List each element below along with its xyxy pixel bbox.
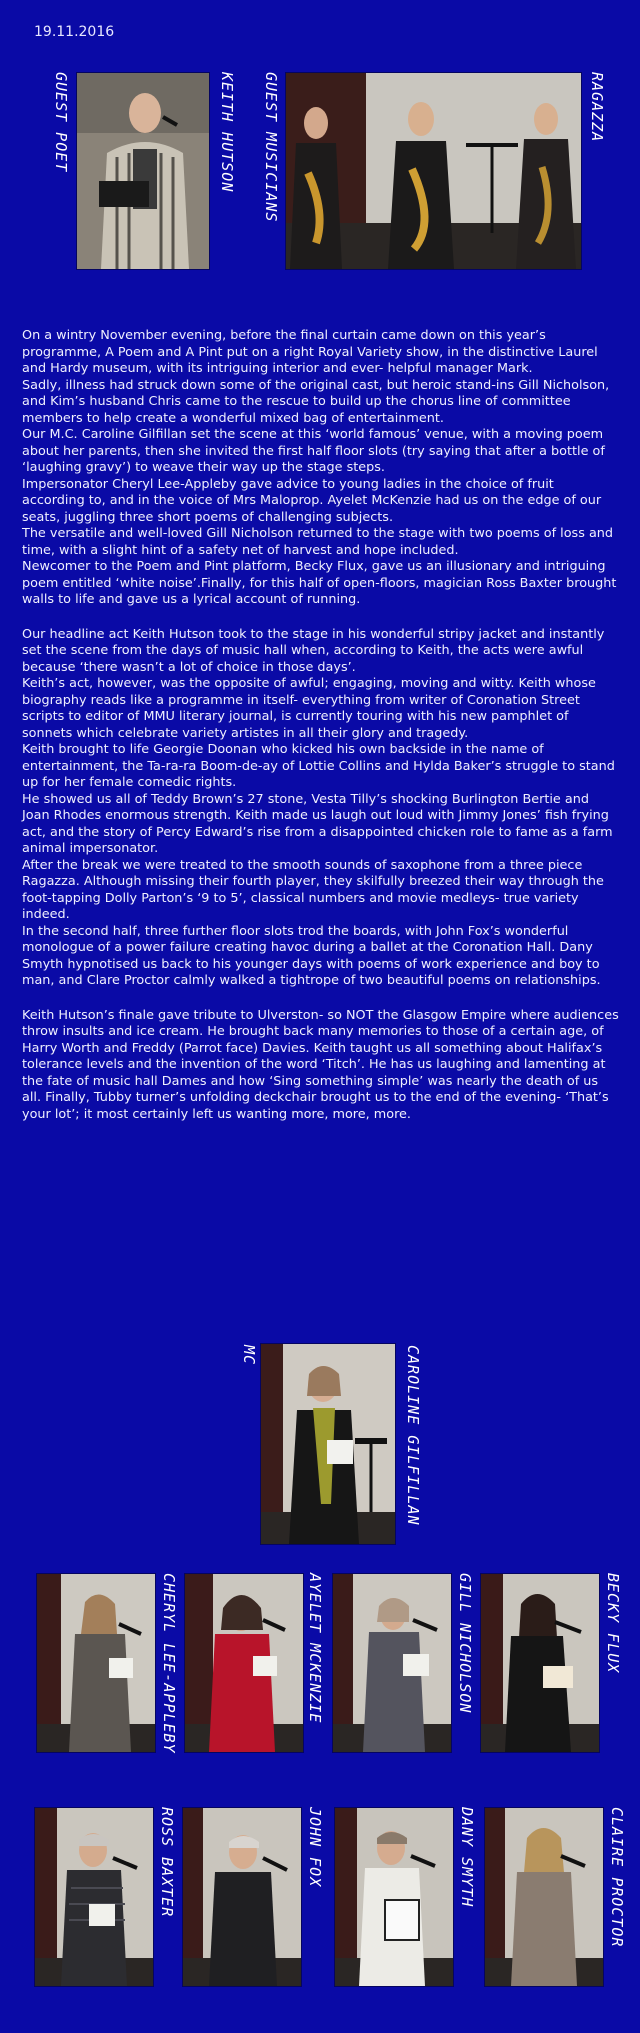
paragraph: On a wintry November evening, before the final curtain came down on this year’s programme, A Poem and A Pint put on a right Royal Variety show, in the distinctive Laurel and Hardy museum, with its intriguing interior and ever- helpful manager Mark. bbox=[22, 328, 598, 376]
label-ross-baxter: ROSS BAXTER bbox=[158, 1807, 176, 1918]
paragraph: The versatile and well-loved Gill Nicholson returned to the stage with two poems of loss and time, with a slight hint of a safety net of harvest and hope included. bbox=[22, 526, 614, 558]
paragraph: Keith Hutson’s finale gave tribute to Ulverston- so NOT the Glasgow Empire where audiences throw insults and ice cream. He brought back many memories to those of a certain age, of Harry Worth and Freddy (Parrot face) Davies. Keith taught us all something about Halifax’s tolerance levels and the invention of the word ‘Titch’. He has us laughing and lamenting at the fate of music hall Dames and how ‘Sing something simple’ was nearly the death of us all. Finally, Tubby turner’s unfolding deckchair brought us to the end of the evening- ‘That’s your lot’; it most certainly left us wanting more, more, more. bbox=[22, 1007, 619, 1122]
article-body bbox=[22, 328, 620, 1123]
photo-gill-nicholson bbox=[332, 1573, 452, 1753]
photo-dany-smyth bbox=[334, 1807, 454, 1987]
paragraph: After the break we were treated to the smooth sounds of saxophone from a three piece Ragazza. Although missing their fourth player, they skilfully breezed their way through the foot-tapping Dolly Parton’s ‘9 to 5’, classical numbers and movie medleys- true variety indeed. bbox=[22, 857, 604, 922]
photo-cheryl-lee-appleby bbox=[36, 1573, 156, 1753]
paragraph: Our headline act Keith Hutson took to the stage in his wonderful stripy jacket and instantly set the scene from the days of music hall when, according to Keith, the acts were awful because ‘there wasn’t a lot of choice in those days’. bbox=[22, 626, 605, 675]
label-john-fox: JOHN FOX bbox=[306, 1807, 324, 1888]
label-cheryl-lee-appleby: CHERYL LEE-APPLEBY bbox=[160, 1573, 178, 1754]
label-guest-poet: GUEST POET bbox=[52, 72, 70, 173]
label-caroline-gilfillan: CAROLINE GILFILLAN bbox=[404, 1345, 422, 1526]
label-mc: MC bbox=[240, 1345, 258, 1366]
label-dany-smyth: DANY SMYTH bbox=[458, 1807, 476, 1908]
photo-ross-baxter bbox=[34, 1807, 154, 1987]
paragraph: He showed us all of Teddy Brown’s 27 stone, Vesta Tilly’s shocking Burlington Bertie and Joan Rhodes enormous strength. Keith made us laugh out loud with Jimmy Jones’ fish frying act, and the story of Percy Edward’s rise from a disappointed chicken role to fame as a farm animal impersonator. bbox=[22, 791, 613, 856]
paragraph: Keith brought to life Georgie Doonan who kicked his own backside in the name of entertainment, the Ta-ra-ra Boom-de-ay of Lottie Collins and Hylda Baker’s struggle to stand up for her female comedic rights. bbox=[22, 742, 615, 790]
paragraph: In the second half, three further floor slots trod the boards, with John Fox’s wonderful monologue of a power failure creating havoc during a ballet at the Coronation Hall. Dany Smyth hypnotised us back to his younger days with poems of work experience and boy to man, and Clare Proctor calmly walked a tightrope of two beautiful poems on relationships. bbox=[22, 923, 601, 988]
paragraph: Sadly, illness had struck down some of the original cast, but heroic stand-ins Gill Nicholson, and Kim’s husband Chris came to the rescue to build up the chorus line of committee members to help create a wonderful mixed bag of entertainment. bbox=[22, 377, 610, 426]
label-gill-nicholson: GILL NICHOLSON bbox=[456, 1573, 474, 1714]
photo-john-fox bbox=[182, 1807, 302, 1987]
label-guest-musicians: GUEST MUSICIANS bbox=[262, 72, 280, 223]
label-becky-flux: BECKY FLUX bbox=[604, 1573, 622, 1674]
label-ayelet-mckenzie: AYELET MCKENZIE bbox=[306, 1573, 324, 1724]
paragraph: Keith’s act, however, was the opposite of awful; engaging, moving and witty. Keith whose biography reads like a programme in itself- everything from writer of Coronation Street scripts to editor of MMU literary journal, is currently touring with his new pamphlet of sonnets which celebrate variety artistes in all their glory and tragedy. bbox=[22, 676, 596, 741]
photo-ayelet-mckenzie bbox=[184, 1573, 304, 1753]
photo-keith-hutson bbox=[76, 72, 210, 270]
label-keith-hutson: KEITH HUTSON bbox=[218, 72, 236, 193]
photo-ragazza bbox=[285, 72, 582, 270]
label-ragazza: RAGAZZA bbox=[588, 72, 606, 143]
paragraph: Our M.C. Caroline Gilfillan set the scene at this ‘world famous’ venue, with a moving poem about her parents, then she invited the first half floor slots (try saying that after a bottle of ‘laughing gravy’) to weave their way up the stage steps. bbox=[22, 427, 605, 475]
paragraph: Newcomer to the Poem and Pint platform, Becky Flux, gave us an illusionary and intriguing poem entitled ‘white noise’.Finally, for this half of open-floors, magician Ross Baxter brought walls to life and gave us a lyrical account of running. bbox=[22, 559, 617, 607]
photo-claire-proctor bbox=[484, 1807, 604, 1987]
photo-becky-flux bbox=[480, 1573, 600, 1753]
date-stamp: 19.11.2016 bbox=[34, 24, 115, 40]
paragraph: Impersonator Cheryl Lee-Appleby gave advice to young ladies in the choice of fruit according to, and in the voice of Mrs Maloprop. Ayelet McKenzie had us on the edge of our seats, juggling three short poems of challenging subjects. bbox=[22, 476, 602, 525]
photo-caroline-gilfillan bbox=[260, 1343, 396, 1545]
label-claire-proctor: CLAIRE PROCTOR bbox=[608, 1807, 626, 1948]
